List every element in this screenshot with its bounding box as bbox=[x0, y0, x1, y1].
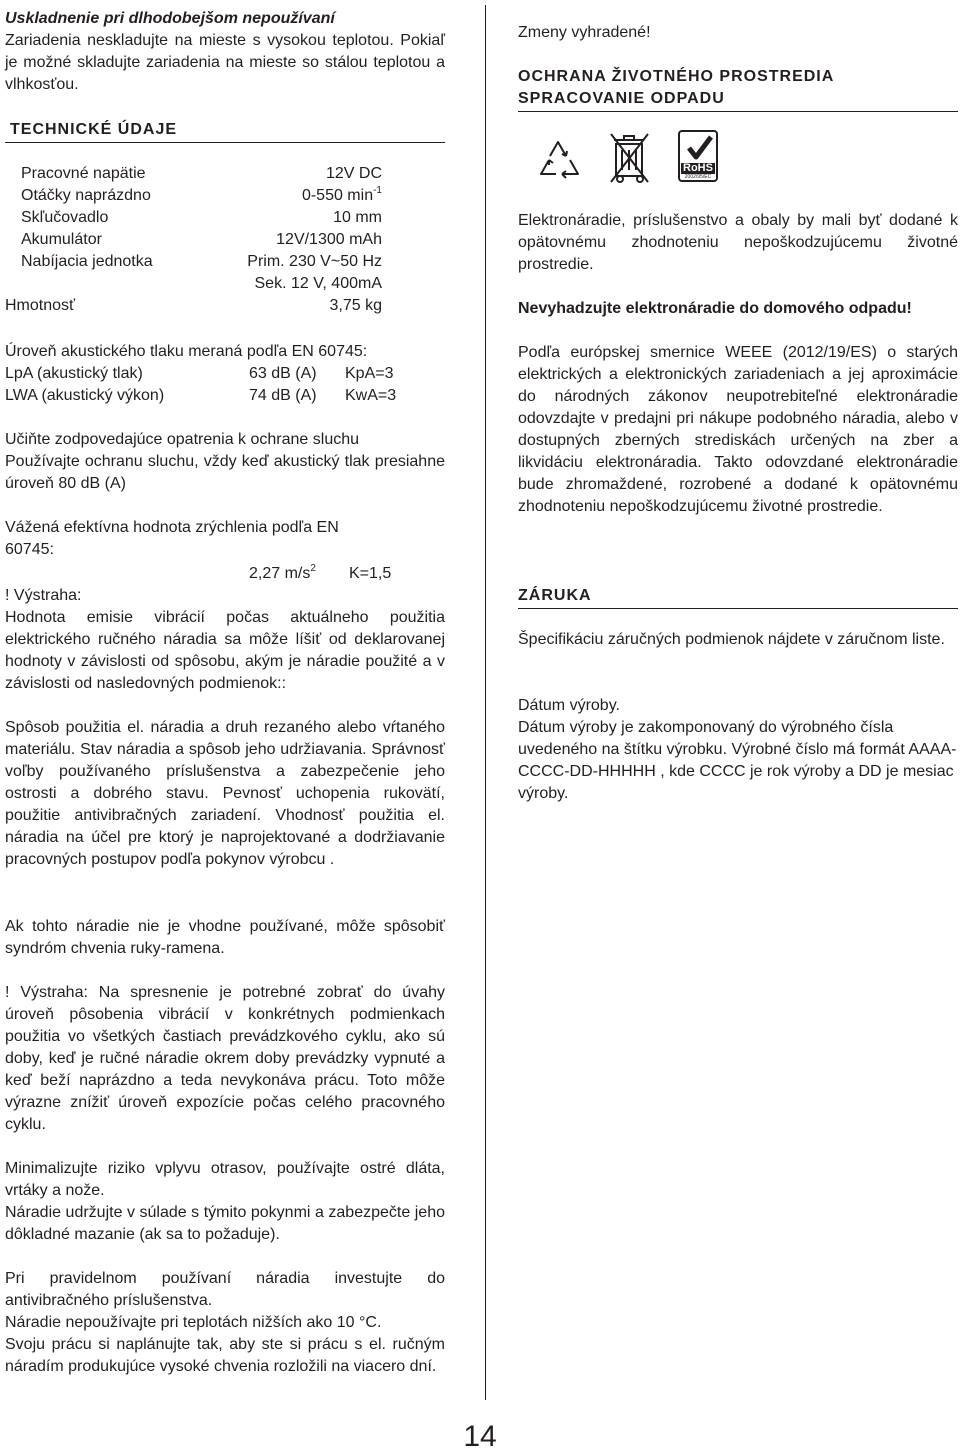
minimize-item: Náradie nepoužívajte pri teplotách nižších ako 10 °C. bbox=[5, 1314, 382, 1331]
spec-label: Otáčky naprázdno bbox=[21, 187, 151, 204]
page-number: 14 bbox=[463, 1420, 497, 1453]
spec-value: 3,75 kg bbox=[329, 297, 382, 314]
env-text: Elektronáradie, príslušenstvo a obaly by mali byť dodané k opätovnému zhodnoteniu nepoškodzujúcemu životné prostredie. bbox=[518, 212, 958, 273]
spec-value: 12V/1300 mAh bbox=[276, 231, 382, 248]
vibration-heading: Vážená efektívna hodnota zrýchlenia podľa EN 60745: bbox=[5, 519, 339, 558]
waste-section-title: SPRACOVANIE ODPADU bbox=[518, 90, 725, 107]
minimize-item: Náradie udržujte v súlade s týmito pokynmi a zabezpečte jeho dôkladné mazanie (ak sa to požaduje). bbox=[5, 1204, 445, 1243]
rohs-label: RoHS bbox=[681, 163, 715, 174]
noise-label: LpA (akustický tlak) bbox=[5, 365, 143, 382]
spec-value: Prim. 230 V~50 Hz bbox=[247, 253, 382, 270]
crossed-out-bin-icon bbox=[608, 130, 652, 186]
vibration-value: 2,27 $m/s^2$ bbox=[249, 562, 316, 582]
noise-uncertainty: KpA=3 bbox=[345, 365, 394, 382]
spec-value: Sek. 12 V, 400mA bbox=[254, 275, 382, 292]
env-section-title: OCHRANA ŽIVOTNÉHO PROSTREDIA bbox=[518, 68, 835, 85]
rohs-directive: 2002/95/EC bbox=[684, 174, 712, 180]
vibration-conditions-text: Spôsob použitia el. náradia a druh rezaného alebo vŕtaného materiálu. Stav náradia a spôsob jeho udržiavania. Správnosť voľby používaného príslušenstva a zabezpečenie jeho ostrosti a dobrého stavu. Pevnosť uchopenia rukovätí, použitie antivibračných zariadení. Vhodnosť použitia el. náradia na účel pre ktorý je naprojektované a dodržiavanie pracovných postupov podľa pokynov výrobcu . bbox=[5, 719, 445, 868]
env-icons bbox=[518, 128, 958, 188]
hearing-text: Používajte ochranu sluchu, vždy keď akustický tlak presiahne úroveň 80 dB (A) bbox=[5, 453, 445, 492]
noise-label: LWA (akustický výkon) bbox=[5, 387, 165, 404]
env-title-underline bbox=[518, 111, 958, 112]
noise-value: 74 dB (A) bbox=[249, 387, 317, 404]
warranty-title-underline bbox=[518, 608, 958, 609]
column-divider bbox=[485, 5, 486, 1400]
production-date-title: Dátum výroby. bbox=[518, 697, 620, 714]
vibration-uncertainty: K=1,5 bbox=[349, 565, 392, 582]
spec-label: Hmotnosť bbox=[5, 297, 76, 314]
noise-uncertainty: KwA=3 bbox=[345, 387, 397, 404]
no-household-waste: Nevyhadzujte elektronáradie do domového odpadu! bbox=[518, 300, 912, 317]
changes-reserved: Zmeny vyhradené! bbox=[518, 24, 651, 41]
production-date-text: Dátum výroby je zakomponovaný do výrobného čísla uvedeného na štítku výrobku. Výrobné číslo má formát AAAA-CCCC-DD-HHHHH , kde CCCC je rok výroby a DD je mesiac výroby. bbox=[518, 719, 957, 802]
noise-heading: Úroveň akustického tlaku meraná podľa EN 60745: bbox=[5, 343, 368, 360]
exposure-warning-text: ! Výstraha: Na spresnenie je potrebné zobrať do úvahy úroveň pôsobenia vibrácií v konkrétnych podmienkach použitia vo všetkých častiach prevádzkového cyklu, ako sú doby, keď je ručné náradie okrem doby prevádzky vypnuté a keď beží naprázdno a teda nevykonáva prácu. Toto môže výrazne znížiť úroveň expozície počas celého pracovného cyklu. bbox=[5, 984, 445, 1133]
minimize-item: Pri pravidelnom používaní náradia investujte do antivibračného príslušenstva. bbox=[5, 1270, 445, 1309]
spec-label: Skľučovadlo bbox=[21, 209, 109, 226]
vibration-superscript: 2 bbox=[310, 562, 316, 574]
syndrome-text: Ak tohto náradie nie je vhodne používané, môže spôsobiť syndróm chvenia ruky-ramena. bbox=[5, 918, 445, 957]
tech-title-underline bbox=[5, 142, 445, 143]
tech-section-title: TECHNICKÉ ÚDAJE bbox=[10, 121, 178, 138]
minimize-item: Minimalizujte riziko vplyvu otrasov, používajte ostré dláta, vrtáky a nože. bbox=[5, 1160, 445, 1199]
spec-label: Nabíjacia jednotka bbox=[21, 253, 153, 270]
weee-text: Podľa európskej smernice WEEE (2012/19/ES) o starých elektrických a elektronických zariadeniach a jej aproximácie do národných zákonov neupotrebiteľné elektronáradie odovzdajte v predajni pri nákupe podobného náradia, alebo v dostupných zberných strediskách určených na zber a likvidáciu elektronáradia. Takto odovzdané elektronáradie bude zhromaždené, rozrobené a dodané k opätovnému zhodnoteniu nepoškodzujúcemu životné prostredie. bbox=[518, 344, 958, 515]
hearing-line: Učiňte zodpovedajúce opatrenia k ochrane sluchu bbox=[5, 431, 360, 448]
minimize-item: Svoju prácu si naplánujte tak, aby ste si prácu s el. ručným náradím produkujúce vysoké chvenia rozložili na viacero dní. bbox=[5, 1336, 445, 1375]
recycle-icon bbox=[536, 134, 584, 186]
spec-value: 10 mm bbox=[333, 209, 382, 226]
warning-title: ! Výstraha: bbox=[5, 587, 82, 604]
noise-value: 63 dB (A) bbox=[249, 365, 317, 382]
spec-superscript: -1 bbox=[373, 184, 382, 196]
spec-label: Pracovné napätie bbox=[21, 165, 146, 182]
spec-value: 12V DC bbox=[325, 165, 382, 182]
spec-value: 0-550 $\min^{-1}$ bbox=[301, 184, 382, 204]
storage-text: Zariadenia neskladujte na mieste s vysokou teplotou. Pokiaľ je možné skladujte zariadenia na mieste so stálou teplotou a vlhkosťou. bbox=[5, 32, 445, 93]
rohs-icon bbox=[678, 130, 718, 182]
warranty-text: Špecifikáciu záručných podmienok nájdete v záručnom liste. bbox=[518, 631, 945, 648]
warranty-title: ZÁRUKA bbox=[518, 587, 592, 604]
storage-title: Uskladnenie pri dlhodobejšom nepoužívaní bbox=[5, 10, 335, 27]
spec-label: Akumulátor bbox=[21, 231, 102, 248]
vibration-warning-text: Hodnota emisie vibrácií počas aktuálneho použitia elektrického ručného náradia sa môže líšiť od deklarovanej hodnoty v závislosti od spôsobu, akým je náradie použité a v závislosti od nasledovných podmienok:: bbox=[5, 609, 445, 692]
